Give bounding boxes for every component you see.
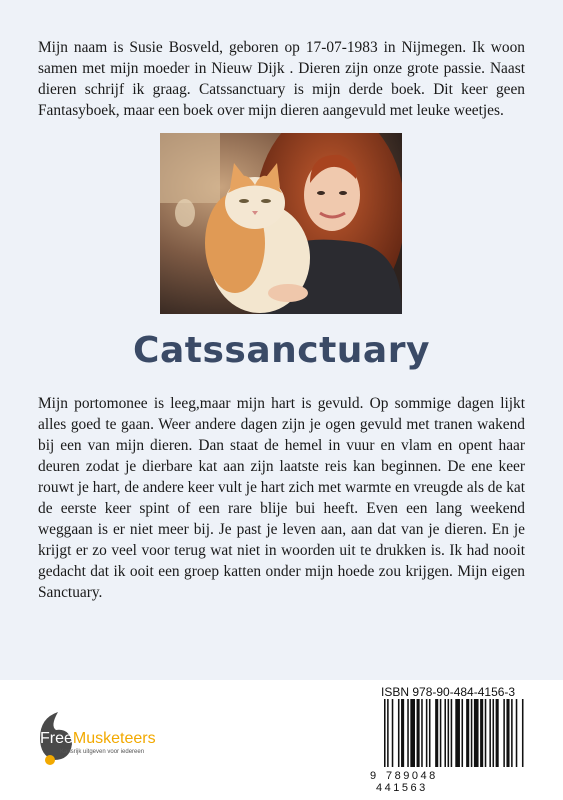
ean-right-group: 441563 [376,782,428,794]
book-blurb: Mijn portomonee is leeg,maar mijn hart is gevuld. Op sommige dagen lijkt alles goed te gaan. Weer andere dagen zijn je ogen gevuld met tranen wakend bij een van mijn dieren. Dan staat de hemel in vuur en vlam en opent haar deuren zodat je dierbare kat aan zijn laatste reis kan beginnen. De ene keer rouwt je hart, de andere keer vult je hart zich met warmte en vreugde als de kat de eerste keer spint of een rare blije bui heeft. Even een lang weekend weggaan is er niet meer bij. Je past je leven aan, aan dat van je dieren. En je krijgt er zo veel voor terug wat niet in woorden uit te drukken is. Ik had nooit gedacht dat ik ooit een groep katten onder mijn hoede zou krijgen. Mijn eigen Sanctuary. [38,395,525,601]
author-bio: Mijn naam is Susie Bosveld, geboren op 17-07-1983 in Nijmegen. Ik woon samen met mijn moeder in Nieuw Dijk . Dieren zijn onze grote passie. Naast dieren schrijf ik graag. Catssanctuary is mijn derde boek. Dit keer geen Fantasyboek, maar een boek over mijn dieren aangevuld met leuke weetjes. [38,39,525,119]
ean-digits [370,770,530,794]
barcode-bars-icon [370,699,530,775]
ean-first-digit: 9 [370,770,377,782]
isbn-label: ISBN 978-90-484-4156-3 [381,685,516,699]
author-with-cat-image [160,133,402,314]
author-photo [160,133,402,314]
publisher-tagline: Kansrijk uitgeven voor iedereen [60,749,145,755]
publisher-logo [36,708,186,768]
publisher-name-musketeers: Musketeers [72,730,156,747]
publisher-name-free: Free [40,730,73,747]
ean-left-group: 789048 [386,770,438,782]
book-title: Catssanctuary [133,330,430,371]
